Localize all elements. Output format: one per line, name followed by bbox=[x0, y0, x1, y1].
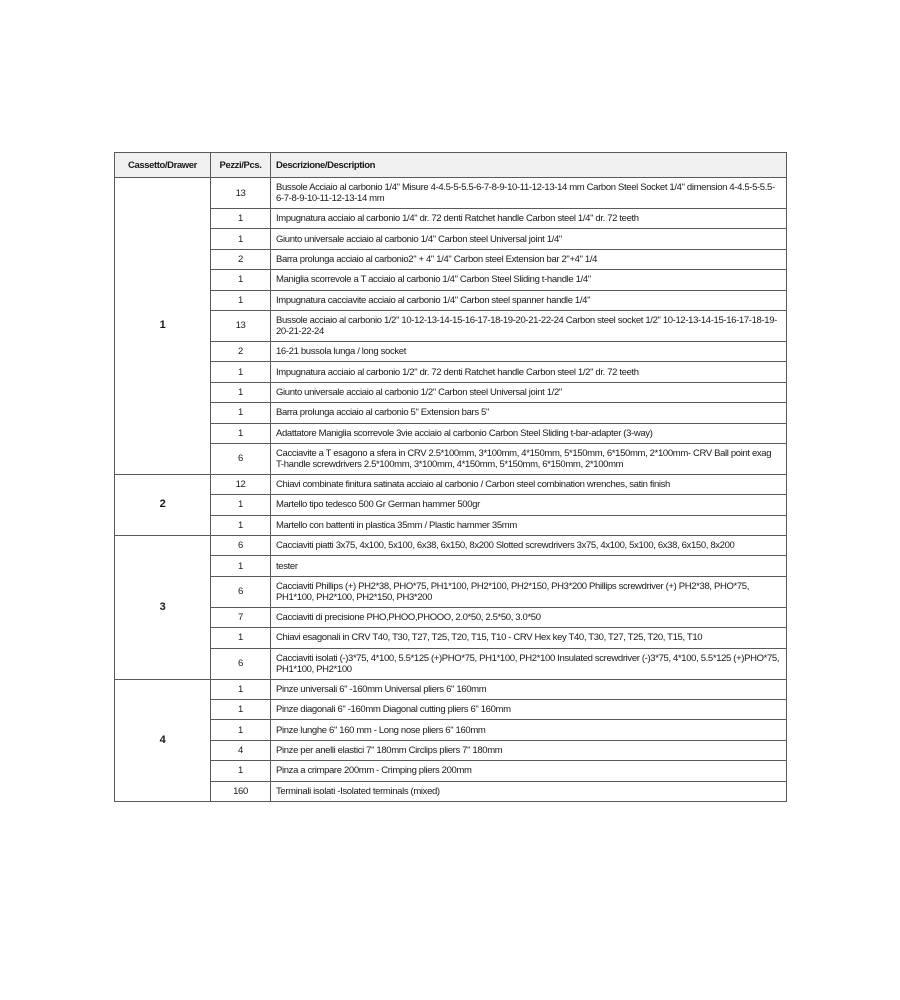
pieces-cell: 6 bbox=[211, 443, 271, 474]
drawer-number-cell: 4 bbox=[115, 679, 211, 801]
pieces-cell: 4 bbox=[211, 740, 271, 760]
pieces-cell: 2 bbox=[211, 249, 271, 269]
description-cell: Bussole acciaio al carbonio 1/2" 10-12-13-14-15-16-17-18-19-20-21-22-24 Carbon steel socket 1/2" 10-12-13-14-15-16-17-18-19-20-21-22-24 bbox=[271, 310, 787, 341]
table-row bbox=[115, 556, 787, 576]
table-row bbox=[115, 229, 787, 249]
pieces-cell: 2 bbox=[211, 341, 271, 361]
table-row bbox=[115, 495, 787, 515]
description-cell: Martello tipo tedesco 500 Gr German hammer 500gr bbox=[271, 495, 787, 515]
description-cell: Chiavi combinate finitura satinata acciaio al carbonio / Carbon steel combination wrenches, satin finish bbox=[271, 474, 787, 494]
description-cell: Adattatore Maniglia scorrevole 3vie acciaio al carbonio Carbon Steel Sliding t-bar-adapter (3-way) bbox=[271, 423, 787, 443]
description-cell: 16-21 bussola lunga / long socket bbox=[271, 341, 787, 361]
pieces-cell: 160 bbox=[211, 781, 271, 801]
description-cell: Martello con battenti in plastica 35mm / Plastic hammer 35mm bbox=[271, 515, 787, 535]
drawer-column-header: Cassetto/Drawer bbox=[115, 153, 211, 178]
table-row bbox=[115, 720, 787, 740]
table-row bbox=[115, 536, 787, 556]
pieces-cell: 1 bbox=[211, 290, 271, 310]
pieces-cell: 1 bbox=[211, 679, 271, 699]
pieces-cell: 13 bbox=[211, 178, 271, 209]
description-cell: Cacciaviti di precisione PHO,PHOO,PHOOO, 2.0*50, 2.5*50, 3.0*50 bbox=[271, 607, 787, 627]
description-cell: Giunto universale acciaio al carbonio 1/2" Carbon steel Universal joint 1/2" bbox=[271, 382, 787, 402]
table-row bbox=[115, 178, 787, 209]
description-cell: Maniglia scorrevole a T acciaio al carbonio 1/4" Carbon Steel Sliding t-handle 1/4" bbox=[271, 270, 787, 290]
description-cell: Pinze diagonali 6" -160mm Diagonal cutting pliers 6" 160mm bbox=[271, 700, 787, 720]
pieces-column-header: Pezzi/Pcs. bbox=[211, 153, 271, 178]
description-cell: Impugnatura cacciavite acciaio al carbonio 1/4" Carbon steel spanner handle 1/4" bbox=[271, 290, 787, 310]
description-cell: Barra prolunga acciaio al carbonio2" + 4" 1/4" Carbon steel Extension bar 2"+4" 1/4 bbox=[271, 249, 787, 269]
table-row bbox=[115, 209, 787, 229]
drawer-number-cell: 1 bbox=[115, 178, 211, 475]
table-row bbox=[115, 761, 787, 781]
description-cell: Pinza a crimpare 200mm - Crimping pliers 200mm bbox=[271, 761, 787, 781]
pieces-cell: 6 bbox=[211, 536, 271, 556]
drawer-number-cell: 2 bbox=[115, 474, 211, 535]
description-cell: Pinze lunghe 6" 160 mm - Long nose pliers 6" 160mm bbox=[271, 720, 787, 740]
pieces-cell: 1 bbox=[211, 382, 271, 402]
table-row bbox=[115, 576, 787, 607]
description-cell: tester bbox=[271, 556, 787, 576]
description-cell: Giunto universale acciaio al carbonio 1/4" Carbon steel Universal joint 1/4" bbox=[271, 229, 787, 249]
table-row bbox=[115, 423, 787, 443]
pieces-cell: 6 bbox=[211, 576, 271, 607]
table-row bbox=[115, 700, 787, 720]
table-row bbox=[115, 341, 787, 361]
table-row bbox=[115, 515, 787, 535]
pieces-cell: 1 bbox=[211, 628, 271, 648]
table-row bbox=[115, 607, 787, 627]
table-row bbox=[115, 679, 787, 699]
pieces-cell: 1 bbox=[211, 720, 271, 740]
pieces-cell: 1 bbox=[211, 403, 271, 423]
pieces-cell: 1 bbox=[211, 229, 271, 249]
description-column-header: Descrizione/Description bbox=[271, 153, 787, 178]
description-cell: Bussole Acciaio al carbonio 1/4" Misure 4-4.5-5-5.5-6-7-8-9-10-11-12-13-14 mm Carbon Steel Socket 1/4" dimension 4-4.5-5-5.5-6-7-8-9-10-11-12-13-14 mm bbox=[271, 178, 787, 209]
pieces-cell: 6 bbox=[211, 648, 271, 679]
description-cell: Cacciaviti piatti 3x75, 4x100, 5x100, 6x38, 6x150, 8x200 Slotted screwdrivers 3x75, 4x100, 5x100, 6x38, 6x150, 8x200 bbox=[271, 536, 787, 556]
header-row bbox=[115, 153, 787, 178]
drawer-number-cell: 3 bbox=[115, 536, 211, 680]
table-row bbox=[115, 648, 787, 679]
table-row bbox=[115, 403, 787, 423]
description-cell: Impugnatura acciaio al carbonio 1/4" dr. 72 denti Ratchet handle Carbon steel 1/4" dr. 72 teeth bbox=[271, 209, 787, 229]
table-row bbox=[115, 443, 787, 474]
description-cell: Terminali isolati -Isolated terminals (mixed) bbox=[271, 781, 787, 801]
table-row bbox=[115, 290, 787, 310]
pieces-cell: 1 bbox=[211, 423, 271, 443]
parts-table bbox=[114, 152, 787, 802]
table-row bbox=[115, 628, 787, 648]
table-row bbox=[115, 310, 787, 341]
pieces-cell: 1 bbox=[211, 362, 271, 382]
table-header bbox=[115, 153, 787, 178]
table-row bbox=[115, 781, 787, 801]
description-cell: Cacciavite a T esagono a sfera in CRV 2.5*100mm, 3*100mm, 4*150mm, 5*150mm, 6*150mm, 2*100mm- CRV Ball point exag T-handle screwdrivers 2.5*100mm, 3*100mm, 4*150mm, 5*150mm, 6*150mm, 2*100mm bbox=[271, 443, 787, 474]
pieces-cell: 1 bbox=[211, 556, 271, 576]
pieces-cell: 1 bbox=[211, 209, 271, 229]
table-row bbox=[115, 382, 787, 402]
pieces-cell: 1 bbox=[211, 700, 271, 720]
table-row bbox=[115, 362, 787, 382]
description-cell: Impugnatura acciaio al carbonio 1/2" dr. 72 denti Ratchet handle Carbon steel 1/2" dr. 72 teeth bbox=[271, 362, 787, 382]
description-cell: Pinze per anelli elastici 7" 180mm Circlips pliers 7" 180mm bbox=[271, 740, 787, 760]
table-row bbox=[115, 249, 787, 269]
table-body bbox=[115, 178, 787, 802]
pieces-cell: 1 bbox=[211, 515, 271, 535]
description-cell: Pinze universali 6" -160mm Universal pliers 6" 160mm bbox=[271, 679, 787, 699]
pieces-cell: 13 bbox=[211, 310, 271, 341]
description-cell: Cacciaviti Phillips (+) PH2*38, PHO*75, PH1*100, PH2*100, PH2*150, PH3*200 Phillips screwdriver (+) PH2*38, PHO*75, PH1*100, PH2*100, PH2*150, PH3*200 bbox=[271, 576, 787, 607]
description-cell: Barra prolunga acciaio al carbonio 5" Extension bars 5" bbox=[271, 403, 787, 423]
pieces-cell: 1 bbox=[211, 495, 271, 515]
pieces-cell: 7 bbox=[211, 607, 271, 627]
pieces-cell: 1 bbox=[211, 270, 271, 290]
pieces-cell: 1 bbox=[211, 761, 271, 781]
pieces-cell: 12 bbox=[211, 474, 271, 494]
description-cell: Chiavi esagonali in CRV T40, T30, T27, T25, T20, T15, T10 - CRV Hex key T40, T30, T27, T25, T20, T15, T10 bbox=[271, 628, 787, 648]
table-row bbox=[115, 474, 787, 494]
table-row bbox=[115, 270, 787, 290]
table-row bbox=[115, 740, 787, 760]
description-cell: Cacciaviti isolati (-)3*75, 4*100, 5.5*125 (+)PHO*75, PH1*100, PH2*100 Insulated screwdriver (-)3*75, 4*100, 5.5*125 (+)PHO*75, PH1*100, PH2*100 bbox=[271, 648, 787, 679]
